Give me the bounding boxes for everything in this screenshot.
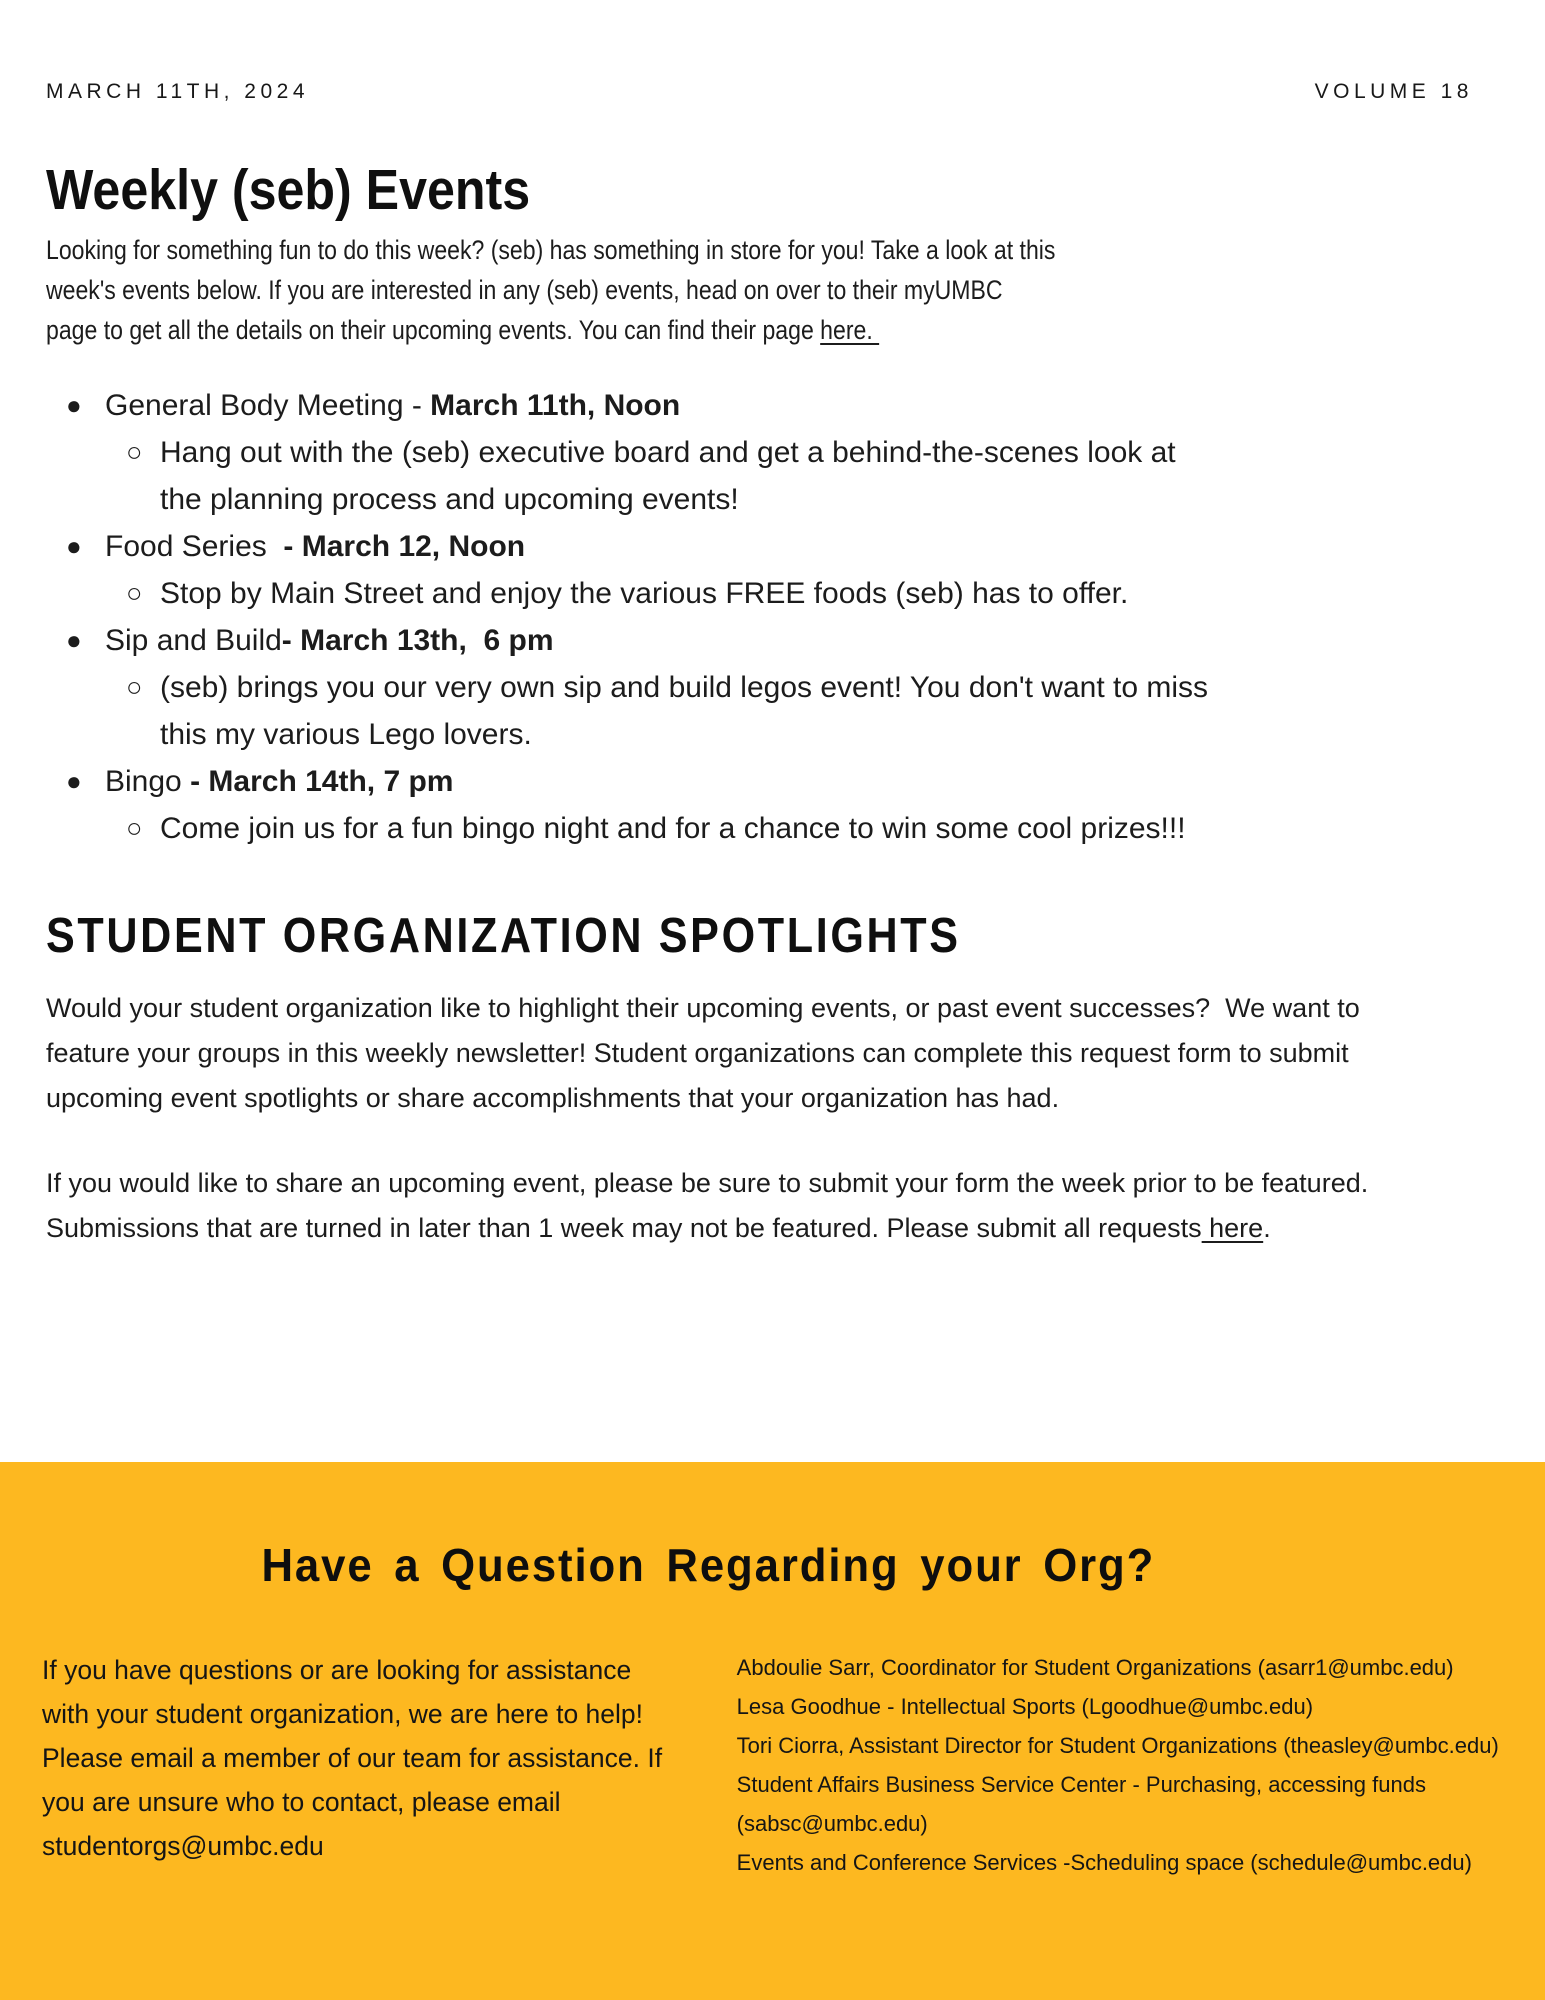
events-intro-paragraph xyxy=(46,230,1060,350)
top-meta-row xyxy=(0,0,1545,104)
banner-columns xyxy=(0,1648,1545,1882)
sub-bullet-icon: ○ xyxy=(126,671,143,702)
event-description-row xyxy=(46,429,1545,523)
banner-title: Have a Question Regarding your Org? xyxy=(261,1539,1156,1591)
event-description: (seb) brings you our very own sip and build legos event! You don't want to miss this my various Lego lovers. xyxy=(160,670,1217,751)
weekly-events-title: Weekly (seb) Events xyxy=(46,158,531,222)
banner-contact-list xyxy=(737,1648,1545,1882)
events-intro-text: Looking for something fun to do this week? (seb) has something in store for you! Take a look at this week's events below. If you are interested in any (seb) events, head on over to their myUMBC page to get all the details on their upcoming events. You can find their page xyxy=(46,234,1062,345)
contact-line: Tori Ciorra, Assistant Director for Student Organizations (theasley@umbc.edu) xyxy=(736,1733,1499,1758)
spotlights-paragraph-2-text: If you would like to share an upcoming event, please be sure to submit your form the week prior to be featured. Submissions that are turned in later than 1 week may not be featured. Please submit all requests xyxy=(46,1168,1376,1244)
spotlights-paragraph-2 xyxy=(46,1161,1376,1251)
event-datetime: - March 12, Noon xyxy=(283,529,526,563)
event-item-sip-and-build xyxy=(46,617,1545,664)
event-name: Sip and Build xyxy=(105,623,282,657)
question-banner xyxy=(0,1462,1545,2000)
sub-bullet-icon: ○ xyxy=(126,436,143,467)
contact-line: Student Affairs Business Service Center - Purchasing, accessing funds (sabsc@umbc.edu) xyxy=(736,1772,1433,1836)
bullet-icon: ● xyxy=(66,530,82,561)
volume-label: VOLUME 18 xyxy=(1314,80,1473,103)
seb-page-link[interactable]: here. xyxy=(820,314,880,345)
event-title-line xyxy=(105,523,525,570)
event-description: Stop by Main Street and enjoy the various FREE foods (seb) has to offer. xyxy=(160,576,1129,610)
event-item-food-series xyxy=(46,523,1545,570)
issue-date: MARCH 11TH, 2024 xyxy=(46,80,310,103)
event-name: Bingo xyxy=(105,764,191,798)
event-description: Hang out with the (seb) executive board and get a behind-the-scenes look at the planning process and upcoming events! xyxy=(160,435,1184,516)
spotlights-paragraph-2-period: . xyxy=(1263,1213,1271,1244)
event-title-line xyxy=(105,758,453,805)
request-form-link[interactable]: here xyxy=(1201,1213,1264,1244)
event-name: General Body Meeting - xyxy=(105,388,431,422)
event-datetime: - March 13th, 6 pm xyxy=(281,623,554,657)
sub-bullet-icon: ○ xyxy=(126,812,143,843)
contact-line: Abdoulie Sarr, Coordinator for Student Organizations (asarr1@umbc.edu) xyxy=(736,1655,1454,1680)
event-description: Come join us for a fun bingo night and for a chance to win some cool prizes!!! xyxy=(160,811,1186,845)
banner-help-text: If you have questions or are looking for assistance with your student organization, we are here to help! Please email a member of our team for assistance. If you are unsure who to contact, please email studentorgs@umbc.edu xyxy=(42,1655,670,1861)
event-description-row xyxy=(46,570,1545,617)
bullet-icon: ● xyxy=(66,389,82,420)
event-title-line xyxy=(105,382,680,429)
event-description-row xyxy=(46,664,1545,758)
sub-bullet-icon: ○ xyxy=(126,577,143,608)
contact-line: Events and Conference Services -Scheduling space (schedule@umbc.edu) xyxy=(736,1850,1472,1875)
bullet-icon: ● xyxy=(66,624,82,655)
spotlights-title: STUDENT ORGANIZATION SPOTLIGHTS xyxy=(46,908,961,963)
event-title-line xyxy=(105,617,554,664)
contact-line: Lesa Goodhue - Intellectual Sports (Lgoodhue@umbc.edu) xyxy=(736,1694,1314,1719)
event-datetime: - March 14th, 7 pm xyxy=(190,764,454,798)
event-description-row xyxy=(46,805,1545,852)
event-name: Food Series xyxy=(105,529,284,563)
event-item-bingo xyxy=(46,758,1545,805)
spotlights-paragraph-1: Would your student organization like to highlight their upcoming events, or past event successes? We want to feature your groups in this weekly newsletter! Student organizations can complete this request form to submit upcoming event spotlights or share accomplishments that your organization has had. xyxy=(46,993,1368,1114)
event-item-general-body-meeting xyxy=(46,382,1545,429)
events-list xyxy=(46,382,1545,852)
bullet-icon: ● xyxy=(66,765,82,796)
event-datetime: March 11th, Noon xyxy=(430,388,681,422)
